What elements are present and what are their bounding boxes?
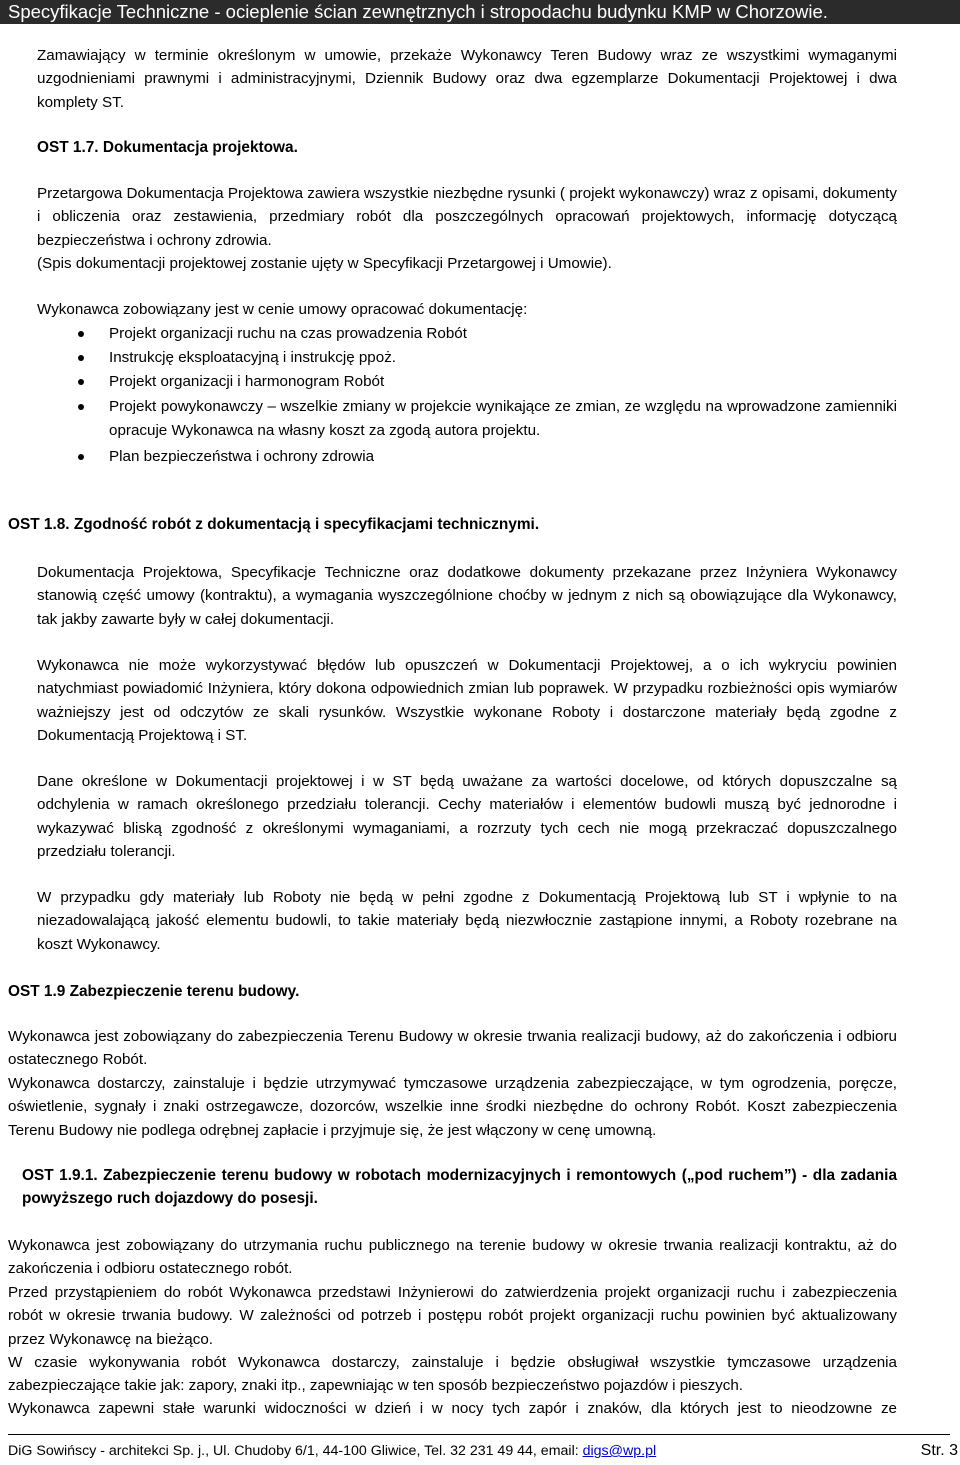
paragraph-1-9-1-a: Wykonawca jest zobowiązany do utrzymania ruchu publicznego na terenie budowy w okresie trwania realizacji kontraktu, aż do zakończenia i odbioru ostatecznego robót. xyxy=(8,1237,897,1278)
deliverables-list xyxy=(37,322,897,469)
page-header: Specyfikacje Techniczne - ocieplenie ścian zewnętrznych i stropodachu budynku KMP w Chorzowie. xyxy=(0,0,960,24)
paragraph-1-7-c: Wykonawca zobowiązany jest w cenie umowy opracować dokumentację: xyxy=(37,301,528,318)
footer-email-link[interactable]: digs@wp.pl xyxy=(582,1443,657,1459)
heading-ost-1-8: OST 1.8. Zgodność robót z dokumentacją i specyfikacjami technicznymi. xyxy=(8,516,540,533)
footer-company xyxy=(8,1443,656,1459)
paragraph-1-8-a: Dokumentacja Projektowa, Specyfikacje Techniczne oraz dodatkowe dokumenty przekazane przez Inżyniera Wykonawcy stanowią część umowy (kontraktu), a wymagania wyszczególnione choćby w jednym z nich są obowiązujące dla Wykonawcy, tak jakby zawarte były w całej dokumentacji. xyxy=(37,564,897,628)
page-footer xyxy=(0,1434,960,1465)
footer-divider xyxy=(8,1434,950,1435)
heading-ost-1-9-1: OST 1.9.1. Zabezpieczenie terenu budowy w robotach modernizacyjnych i remontowych („pod ruchem”) - dla zadania powyższego ruch dojazdowy do posesji. xyxy=(22,1167,897,1207)
paragraph-1-8-d: W przypadku gdy materiały lub Roboty nie będą w pełni zgodne z Dokumentacją Projektową lub ST i wpłynie to na niezadowalającą jakość elementu budowli, to takie materiały będą niezwłocznie zastąpione innymi, a Roboty rozebrane na koszt Wykonawcy. xyxy=(37,889,897,953)
paragraph-1-9-a: Wykonawca jest zobowiązany do zabezpieczenia Terenu Budowy w okresie trwania realizacji budowy, aż do zakończenia i odbioru ostatecznego Robót. xyxy=(8,1028,897,1069)
list-item: Plan bezpieczeństwa i ochrony zdrowia xyxy=(37,445,897,469)
paragraph-1-7-a: Przetargowa Dokumentacja Projektowa zawiera wszystkie niezbędne rysunki ( projekt wykonawczy) wraz z opisami, dokumenty i obliczenia oraz zestawienia, przedmiary robót dla poszczególnych opracowań projektowych, informację dotyczącą bezpieczeństwa i ochrony zdrowia. xyxy=(37,185,897,249)
list-item: Instrukcję eksploatacyjną i instrukcję ppoż. xyxy=(37,346,897,370)
list-item: Projekt powykonawczy – wszelkie zmiany w projekcie wynikające ze zmian, ze względu na wprowadzone zamienniki opracuje Wykonawca na własny koszt za zgodą autora projektu. xyxy=(37,395,897,443)
paragraph-1-8-b: Wykonawca nie może wykorzystywać błędów lub opuszczeń w Dokumentacji Projektowej, a o ich wykryciu powinien natychmiast powiadomić Inżyniera, który dokona odpowiednich zmian lub poprawek. W przypadku rozbieżności opis wymiarów ważniejszy jest od odczytów ze skali rysunków. Wszystkie wykonane Roboty i dostarczone materiały będą zgodne z Dokumentacją Projektową i ST. xyxy=(37,657,897,745)
paragraph-intro: Zamawiający w terminie określonym w umowie, przekaże Wykonawcy Teren Budowy wraz ze wszystkimi wymaganymi uzgodnieniami prawnymi i administracyjnymi, Dziennik Budowy oraz dwa egzemplarze Dokumentacji Projektowej i dwa komplety ST. xyxy=(37,47,897,111)
heading-ost-1-7: OST 1.7. Dokumentacja projektowa. xyxy=(37,139,298,156)
list-item: Projekt organizacji i harmonogram Robót xyxy=(37,370,897,394)
list-item: Projekt organizacji ruchu na czas prowadzenia Robót xyxy=(37,322,897,346)
paragraph-1-9-b: Wykonawca dostarczy, zainstaluje i będzie utrzymywać tymczasowe urządzenia zabezpieczające, w tym ogrodzenia, poręcze, oświetlenie, sygnały i znaki ostrzegawcze, dozorców, wszelkie inne środki niezbędne do ochrony Robót. Koszt zabezpieczenia Terenu Budowy nie podlega odrębnej zapłacie i przyjmuje się, że jest włączony w cenę umowną. xyxy=(8,1075,897,1139)
paragraph-1-9-1-c: W czasie wykonywania robót Wykonawca dostarczy, zainstaluje i będzie obsługiwał wszystkie tymczasowe urządzenia zabezpieczające takie jak: zapory, znaki itp., zapewniając w ten sposób bezpieczeństwo pojazdów i pieszych. xyxy=(8,1354,897,1395)
heading-ost-1-9: OST 1.9 Zabezpieczenie terenu budowy. xyxy=(8,983,300,1000)
footer-company-text: DiG Sowińscy - architekci Sp. j., Ul. Chudoby 6/1, 44-100 Gliwice, Tel. 32 231 49 44, email: xyxy=(8,1443,583,1459)
page-number: Str. 3 xyxy=(920,1442,958,1459)
paragraph-1-9-1-b: Przed przystąpieniem do robót Wykonawca przedstawi Inżynierowi do zatwierdzenia projekt organizacji ruchu i zabezpieczenia robót w okresie trwania budowy. W zależności od potrzeb i postępu robót projekt organizacji ruchu powinien być aktualizowany przez Wykonawcę na bieżąco. xyxy=(8,1284,897,1348)
paragraph-1-9-1-d: Wykonawca zapewni stałe warunki widoczności w dzień i w nocy tych zapór i znaków, dla których jest to nieodzowne ze xyxy=(8,1400,897,1417)
paragraph-1-8-c: Dane określone w Dokumentacji projektowej i w ST będą uważane za wartości docelowe, od których dopuszczalne są odchylenia w ramach określonego przedziału tolerancji. Cechy materiałów i elementów budowli muszą być jednorodne i wykazywać bliską zgodność z określonymi wymaganiami, a rozrzuty tych cech nie mogą przekraczać dopuszczalnego przedziału tolerancji. xyxy=(37,773,897,861)
paragraph-1-7-b: (Spis dokumentacji projektowej zostanie ujęty w Specyfikacji Przetargowej i Umowie). xyxy=(37,255,612,272)
